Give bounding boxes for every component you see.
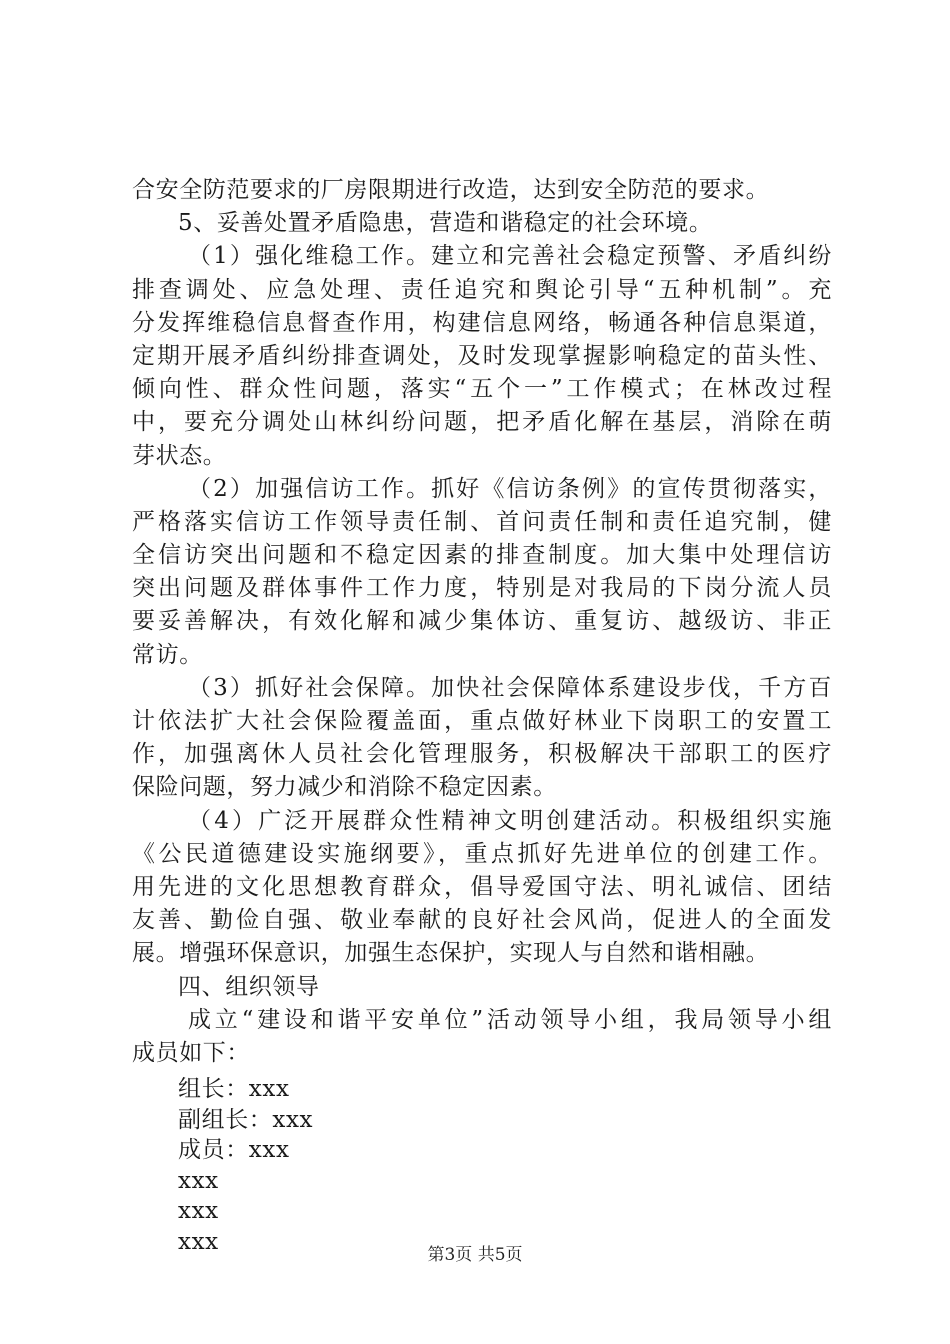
paragraph-social-security (132, 672, 832, 805)
roster-member: xxx (178, 1228, 219, 1255)
paragraph-line: 常访。 (132, 641, 203, 668)
paragraph-leadership (132, 1004, 832, 1070)
paragraph-stability (132, 240, 832, 472)
paragraph-line: 要妥善解决，有效化解和减少集体访、重复访、越级访、非正 (132, 608, 832, 635)
paragraph-line: 合安全防范要求的厂房限期进行改造，达到安全防范的要求。 (132, 177, 770, 203)
paragraph-line: 成员如下： (132, 1039, 250, 1066)
paragraph-line: 分发挥维稳信息督查作用，构建信息网络，畅通各种信息渠道， (132, 309, 832, 336)
section-heading: 5、妥善处置矛盾隐患，营造和谐稳定的社会环境。 (178, 210, 713, 237)
paragraph-line: 成立“建设和谐平安单位”活动领导小组，我局领导小组 (188, 1006, 832, 1033)
paragraph-line: （2）加强信访工作。抓好《信访条例》的宣传贯彻落实， (188, 475, 832, 502)
paragraph-line: 全信访突出问题和不稳定因素的排查制度。加大集中处理信访 (132, 542, 832, 569)
roster-member: xxx (178, 1167, 219, 1194)
paragraph-line: 保险问题，努力减少和消除不稳定因素。 (132, 774, 557, 801)
roster-list (132, 1074, 832, 1257)
paragraph-line: 用先进的文化思想教育群众，倡导爱国守法、明礼诚信、团结 (132, 873, 832, 900)
section-heading: 四、组织领导 (178, 973, 320, 1000)
roster-deputy: 副组长：xxx (178, 1106, 314, 1133)
paragraph-line: 芽状态。 (132, 442, 227, 469)
document-body (132, 174, 832, 1257)
paragraph-civilization (132, 805, 832, 971)
paragraph-line: 倾向性、群众性问题，落实“五个一”工作模式；在林改过程 (132, 376, 832, 403)
paragraph-line: 作，加强离休人员社会化管理服务，积极解决干部职工的医疗 (132, 741, 832, 768)
paragraph-petitions (132, 473, 832, 672)
roster-member: xxx (178, 1198, 219, 1225)
paragraph-line: 《公民道德建设实施纲要》，重点抓好先进单位的创建工作。 (132, 840, 832, 867)
page-number-footer: 第3页 共5页 (427, 1245, 523, 1265)
paragraph-line: （4）广泛开展群众性精神文明创建活动。积极组织实施 (188, 807, 832, 834)
paragraph-line: 突出问题及群体事件工作力度，特别是对我局的下岗分流人员 (132, 575, 832, 602)
paragraph-line: 排查调处、应急处理、责任追究和舆论引导“五种机制”。充 (132, 276, 832, 303)
paragraph-line: 严格落实信访工作领导责任制、首问责任制和责任追究制，健 (132, 508, 832, 535)
paragraph-line: 定期开展矛盾纠纷排查调处，及时发现掌握影响稳定的苗头性、 (132, 342, 832, 369)
roster-members: 成员：xxx (178, 1137, 290, 1164)
paragraph-line: 展。增强环保意识，加强生态保护，实现人与自然和谐相融。 (132, 940, 770, 967)
paragraph-line: （3）抓好社会保障。加快社会保障体系建设步伐，千方百 (188, 674, 832, 701)
paragraph-line: （1）强化维稳工作。建立和完善社会稳定预警、矛盾纠纷 (188, 243, 832, 270)
paragraph-line: 友善、勤俭自强、敬业奉献的良好社会风尚，促进人的全面发 (132, 907, 832, 934)
paragraph-line: 计依法扩大社会保险覆盖面，重点做好林业下岗职工的安置工 (132, 708, 832, 734)
roster-leader: 组长：xxx (178, 1076, 290, 1103)
paragraph-line: 中，要充分调处山林纠纷问题，把矛盾化解在基层，消除在萌 (132, 409, 832, 436)
